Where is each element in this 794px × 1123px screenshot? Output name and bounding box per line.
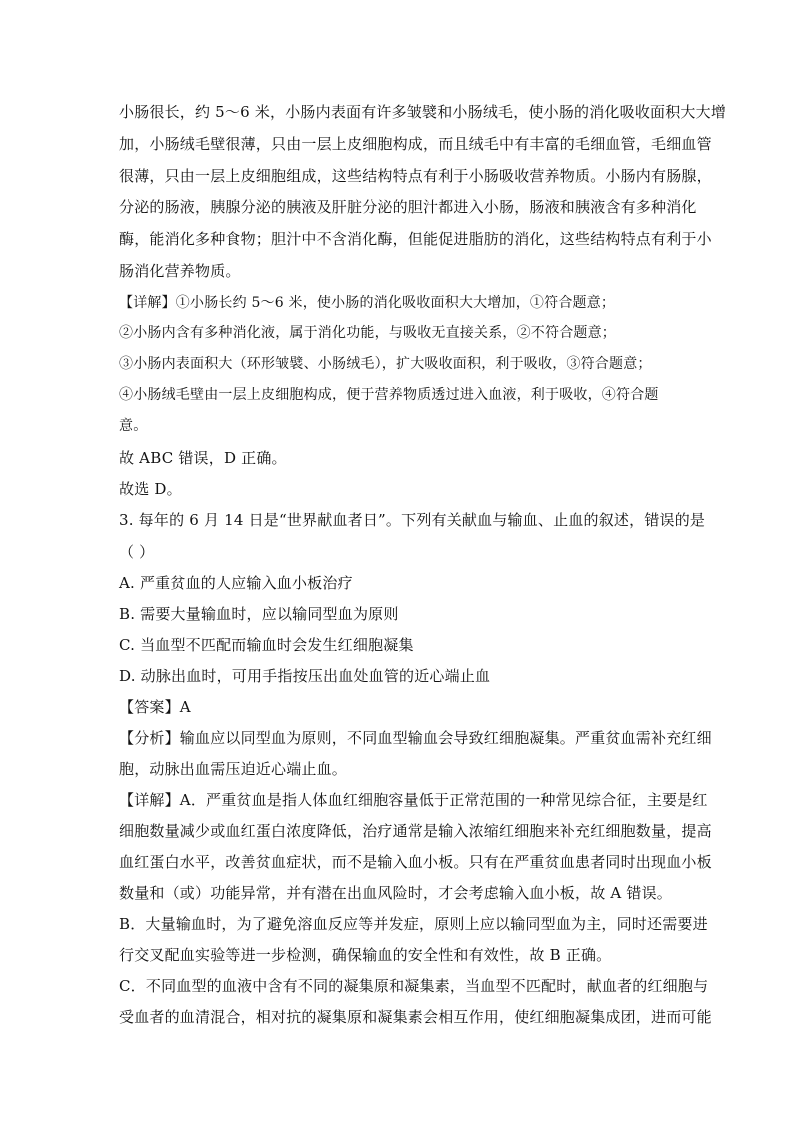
explanation-line-5: 酶，能消化多种食物；胆汁中不含消化酶，但能促进脂肪的消化，这些结构特点有利于小 <box>119 230 712 248</box>
detail-answer-line-5: B．大量输血时，为了避免溶血反应等并发症，原则上应以输同型血为主，同时还需要进 <box>119 915 708 933</box>
detail-answer-line-7: C．不同血型的血液中含有不同的凝集原和凝集素，当血型不匹配时，献血者的红细胞与 <box>119 977 709 995</box>
option-a: A. 严重贫血的人应输入血小板治疗 <box>119 574 353 592</box>
detail-answer-line-4: 数量和（或）功能异常，并有潜在出血风险时，才会考虑输入血小板，故 A 错误。 <box>119 884 672 902</box>
choice-line: 故选 D。 <box>119 480 182 498</box>
detail-line-4: ④小肠绒毛壁由一层上皮细胞构成，便于营养物质透过进入血液，利于吸收，④符合题 <box>119 387 659 403</box>
analysis-line-1: 【分析】输血应以同型血为原则，不同血型输血会导致红细胞凝集。严重贫血需补充红细 <box>119 729 712 747</box>
detail-answer-line-8: 受血者的血清混合，相对抗的凝集原和凝集素会相互作用，使红细胞凝集成团，进而可能 <box>119 1008 712 1026</box>
detail-line-1: 【详解】①小肠长约 5～6 米，使小肠的消化吸收面积大大增加，①符合题意； <box>119 295 616 311</box>
question-3-stem: 3. 每年的 6 月 14 日是“世界献血者日”。下列有关献血与输血、止血的叙述，错误的是 <box>119 511 706 529</box>
answer-line: 【答案】A <box>119 698 191 716</box>
question-3-blank: （ ） <box>119 543 155 561</box>
explanation-line-4: 分泌的肠液，胰腺分泌的胰液及肝脏分泌的胆汁都进入小肠，肠液和胰液含有多种消化 <box>119 198 697 216</box>
option-d: D. 动脉出血时，可用手指按压出血处血管的近心端止血 <box>119 667 491 685</box>
analysis-line-2: 胞，动脉出血需压迫近心端止血。 <box>119 760 348 778</box>
detail-line-3: ③小肠内表面积大（环形皱襞、小肠绒毛），扩大吸收面积，利于吸收，③符合题意； <box>119 356 652 372</box>
explanation-line-2: 加，小肠绒毛壁很薄，只由一层上皮细胞构成，而且绒毛中有丰富的毛细血管，毛细血管 <box>119 135 712 153</box>
detail-line-2: ②小肠内含有多种消化液，属于消化功能，与吸收无直接关系，②不符合题意； <box>119 325 616 341</box>
detail-line-5: 意。 <box>119 418 148 434</box>
detail-answer-line-6: 行交叉配血实验等进一步检测，确保输血的安全性和有效性，故 B 正确。 <box>119 946 612 964</box>
detail-answer-line-3: 血红蛋白水平，改善贫血症状，而不是输入血小板。只有在严重贫血患者同时出现血小板 <box>119 853 712 871</box>
detail-answer-line-2: 细胞数量减少或血红蛋白浓度降低，治疗通常是输入浓缩红细胞来补充红细胞数量，提高 <box>119 822 712 840</box>
conclusion-line: 故 ABC 错误，D 正确。 <box>119 449 287 467</box>
explanation-line-1: 小肠很长，约 5～6 米，小肠内表面有许多皱襞和小肠绒毛，使小肠的消化吸收面积大大增 <box>119 103 727 121</box>
option-c: C. 当血型不匹配而输血时会发生红细胞凝集 <box>119 636 414 654</box>
explanation-line-6: 肠消化营养物质。 <box>119 262 241 280</box>
option-b: B. 需要大量输血时，应以输同型血为原则 <box>119 605 399 623</box>
detail-answer-line-1: 【详解】A．严重贫血是指人体血红细胞容量低于正常范围的一种常见综合征，主要是红 <box>119 791 708 809</box>
explanation-line-3: 很薄，只由一层上皮细胞组成，这些结构特点有利于小肠吸收营养物质。小肠内有肠腺， <box>119 167 712 185</box>
